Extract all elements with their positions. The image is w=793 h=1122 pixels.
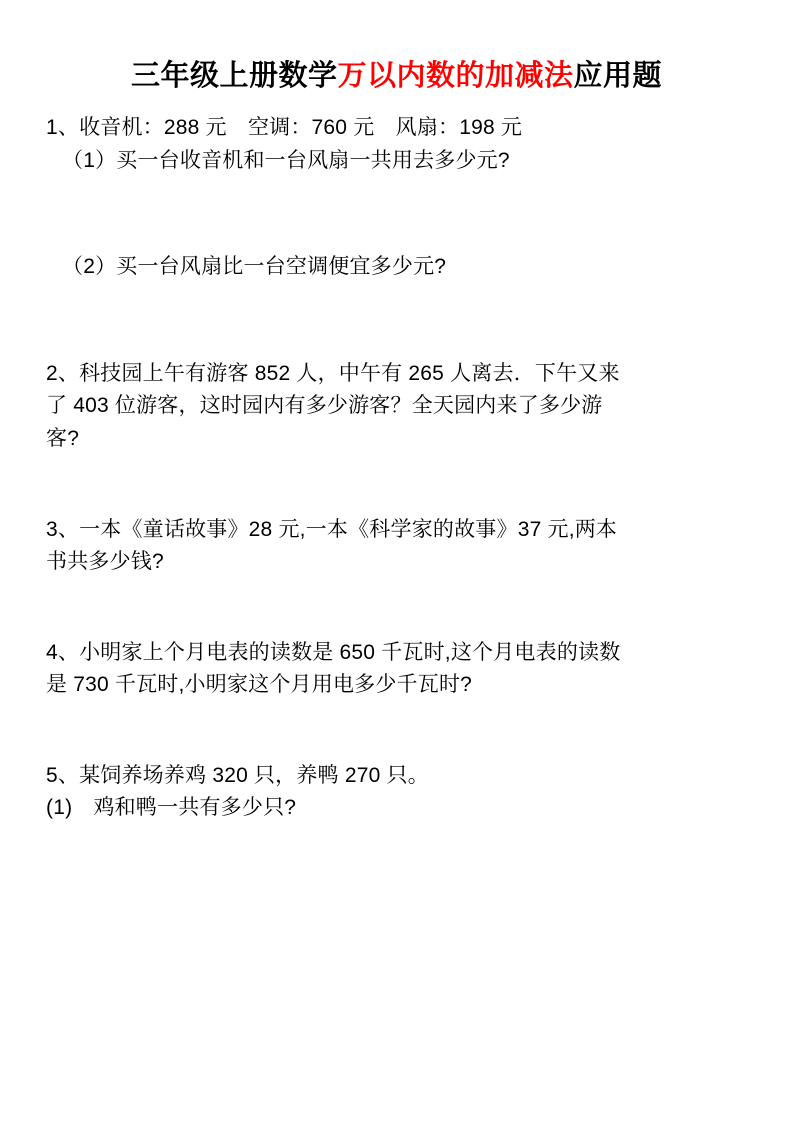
answer-space-1a xyxy=(46,177,747,251)
answer-space-1b xyxy=(46,284,747,358)
question-1-stem: 1、收音机：288 元 空调：760 元 风扇：198 元 xyxy=(46,116,523,140)
title-prefix: 三年级上册数学 xyxy=(130,60,338,92)
question-4-line-2: 是 730 千瓦时,小明家这个月用电多少千瓦时? xyxy=(46,673,473,697)
question-1 xyxy=(46,112,747,358)
title-accent: 万以内数的加减法 xyxy=(337,60,574,92)
question-5 xyxy=(46,760,747,825)
question-5-line-2: (1) 鸡和鸭一共有多少只? xyxy=(46,796,297,820)
question-2 xyxy=(46,358,747,514)
question-4 xyxy=(46,637,747,760)
page-title xyxy=(46,58,747,94)
question-1-sub-1: （1）买一台收音机和一台风扇一共用去多少元? xyxy=(62,148,510,172)
question-3-line-2: 书共多少钱? xyxy=(46,550,164,574)
question-2-line-1: 2、科技园上午有游客 852 人，中午有 265 人离去．下午又来 xyxy=(46,361,620,385)
answer-space-3 xyxy=(46,579,747,637)
question-1-sub-2: （2）买一台风扇比一台空调便宜多少元? xyxy=(62,255,447,279)
question-2-line-3: 客? xyxy=(46,426,80,450)
answer-space-2 xyxy=(46,456,747,514)
question-3 xyxy=(46,514,747,637)
question-4-line-1: 4、小明家上个月电表的读数是 650 千瓦时,这个月电表的读数 xyxy=(46,640,621,664)
answer-space-4 xyxy=(46,702,747,760)
question-2-line-2: 了 403 位游客，这时园内有多少游客？全天园内来了多少游 xyxy=(46,394,603,418)
question-3-line-1: 3、一本《童话故事》28 元,一本《科学家的故事》37 元,两本 xyxy=(46,517,618,541)
title-suffix: 应用题 xyxy=(573,60,663,92)
question-5-line-1: 5、某饲养场养鸡 320 只，养鸭 270 只。 xyxy=(46,763,429,787)
